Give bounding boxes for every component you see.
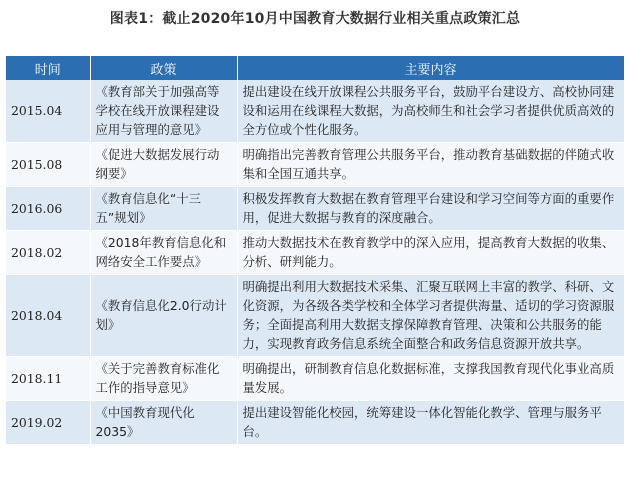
row-policy: 《关于完善教育标准化工作的指导意见》 [90, 357, 237, 401]
row-policy: 《促进大数据发展行动纲要》 [90, 143, 237, 187]
table-row [6, 357, 624, 401]
row-content: 明确提出，研制教育信息化数据标准，支撑我国教育现代化事业高质量发展。 [237, 357, 624, 401]
figure-title: 图表1：截止2020年10月中国教育大数据行业相关重点政策汇总 [109, 11, 521, 27]
row-content: 明确提出利用大数据技术采集、汇聚互联网上丰富的教学、科研、文化资源，为各级各类学校和全体学习者提供海量、适切的学习资源服务；全面提高利用大数据支撑保障教育管理、决策和公共服务的能力，实现教育政务信息系统全面整合和政务信息资源开放共享。 [237, 275, 624, 357]
row-content: 积极发挥教育大数据在教育管理平台建设和学习空间等方面的重要作用，促进大数据与教育的深度融合。 [237, 187, 624, 231]
table-row [6, 401, 624, 445]
policy-table [6, 56, 625, 445]
row-policy: 《中国教育现代化2035》 [90, 401, 237, 445]
row-time: 2018.11 [6, 357, 90, 401]
row-policy: 《教育信息化“十三五”规划》 [90, 187, 237, 231]
row-content: 提出建设智能化校园，统筹建设一体化智能化教学、管理与服务平台。 [237, 401, 624, 445]
row-policy: 《教育部关于加强高等学校在线开放课程建设应用与管理的意见》 [90, 80, 237, 143]
row-time: 2018.02 [6, 231, 90, 275]
row-content: 明确指出完善教育管理公共服务平台，推动教育基础数据的伴随式收集和全国互通共享。 [237, 143, 624, 187]
row-time: 2016.06 [6, 187, 90, 231]
row-time: 2015.08 [6, 143, 90, 187]
row-time: 2018.04 [6, 275, 90, 357]
table-row [6, 275, 624, 357]
row-content: 提出建设在线开放课程公共服务平台，鼓励平台建设方、高校协同建设和运用在线课程大数据，为高校师生和社会学习者提供优质高效的全方位或个性化服务。 [237, 80, 624, 143]
row-time: 2019.02 [6, 401, 90, 445]
table-row [6, 187, 624, 231]
table-row [6, 143, 624, 187]
table-row [6, 231, 624, 275]
row-policy: 《教育信息化2.0行动计划》 [90, 275, 237, 357]
header-time: 时间 [6, 56, 90, 80]
row-time: 2015.04 [6, 80, 90, 143]
row-policy: 《2018年教育信息化和网络安全工作要点》 [90, 231, 237, 275]
header-content: 主要内容 [237, 56, 624, 80]
row-content: 推动大数据技术在教育教学中的深入应用，提高教育大数据的收集、分析、研判能力。 [237, 231, 624, 275]
table-row [6, 80, 624, 143]
header-policy: 政策 [90, 56, 237, 80]
table-header-row [6, 56, 624, 80]
